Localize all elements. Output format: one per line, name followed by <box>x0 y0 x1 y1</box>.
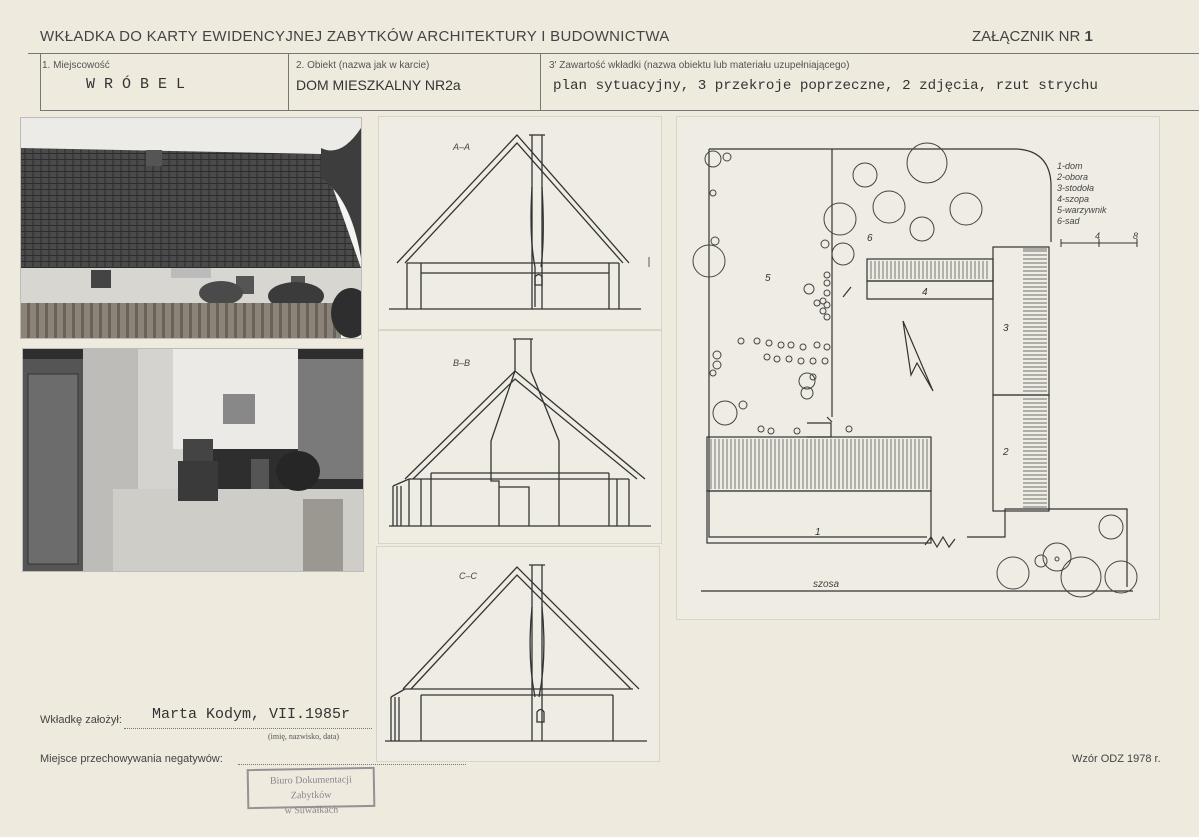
annex-label-text: ZAŁĄCZNIK NR <box>972 28 1081 45</box>
place-value: W R Ó B E L <box>86 76 186 93</box>
field-divider <box>540 53 541 110</box>
building-number: 4 <box>922 287 928 298</box>
building-number: 5 <box>765 273 771 284</box>
legend-item: 6-sad <box>1057 216 1080 226</box>
site-plan <box>676 116 1160 620</box>
scale-tick: 8 <box>1133 231 1139 241</box>
form-title: WKŁADKA DO KARTY EWIDENCYJNEJ ZABYTKÓW ARCHITEKTURY I BUDOWNICTWA <box>40 28 670 45</box>
legend-item: 5-warzywnik <box>1057 205 1107 215</box>
building-number: 2 <box>1003 447 1009 458</box>
cross-section-b <box>378 330 662 544</box>
object-label: 2. Obiekt (nazwa jak w karcie) <box>296 60 430 71</box>
archive-stamp <box>247 767 376 817</box>
contents-value: plan sytuacyjny, 3 przekroje poprzeczne, 2 zdjęcia, rzut strychu <box>553 78 1098 94</box>
building-number: 6 <box>867 233 873 244</box>
field-divider <box>288 53 289 110</box>
barn-hatching <box>711 251 1047 507</box>
field-divider <box>40 53 41 110</box>
cross-section-a <box>378 116 662 330</box>
legend-item: 1-dom <box>1057 161 1083 171</box>
negatives-label: Miejsce przechowywania negatywów: <box>40 753 223 765</box>
cross-section-c <box>376 546 660 762</box>
stamp-line: Biuro Dokumentacji Zabytków <box>269 774 352 802</box>
object-value: DOM MIESZKALNY NR2a <box>296 77 461 93</box>
legend-item: 3-stodoła <box>1057 183 1095 193</box>
author-value: Marta Kodym, VII.1985r <box>152 706 351 723</box>
building-number: 3 <box>1003 323 1009 334</box>
section-label: B–B <box>453 358 471 368</box>
annex-label <box>972 28 1093 45</box>
fields-rule <box>40 110 1199 111</box>
house-exterior-photo <box>20 117 362 339</box>
author-label: Wkładkę założył: <box>40 714 122 726</box>
legend-item: 4-szopa <box>1057 194 1090 204</box>
section-label: A–A <box>453 142 471 152</box>
road-label: szosa <box>813 579 840 590</box>
header-rule <box>28 53 1199 54</box>
negatives-underline <box>238 764 466 765</box>
contents-label: 3' Zawartość wkładki (nazwa obiektu lub materiału uzupełniającego) <box>549 60 850 71</box>
legend-item: 2-obora <box>1057 172 1089 182</box>
author-underline <box>124 728 372 729</box>
scale-tick: 4 <box>1095 231 1101 241</box>
author-hint: (imię, nazwisko, data) <box>268 732 340 741</box>
stamp-line: w Suwałkach <box>284 804 339 817</box>
place-label: 1. Miejscowość <box>42 60 110 71</box>
annex-number: 1 <box>1084 28 1093 45</box>
building-number: 1 <box>815 527 821 538</box>
form-id: Wzór ODZ 1978 r. <box>1072 753 1161 765</box>
kitchen-interior-photo <box>22 348 364 572</box>
section-label: C–C <box>459 571 478 581</box>
